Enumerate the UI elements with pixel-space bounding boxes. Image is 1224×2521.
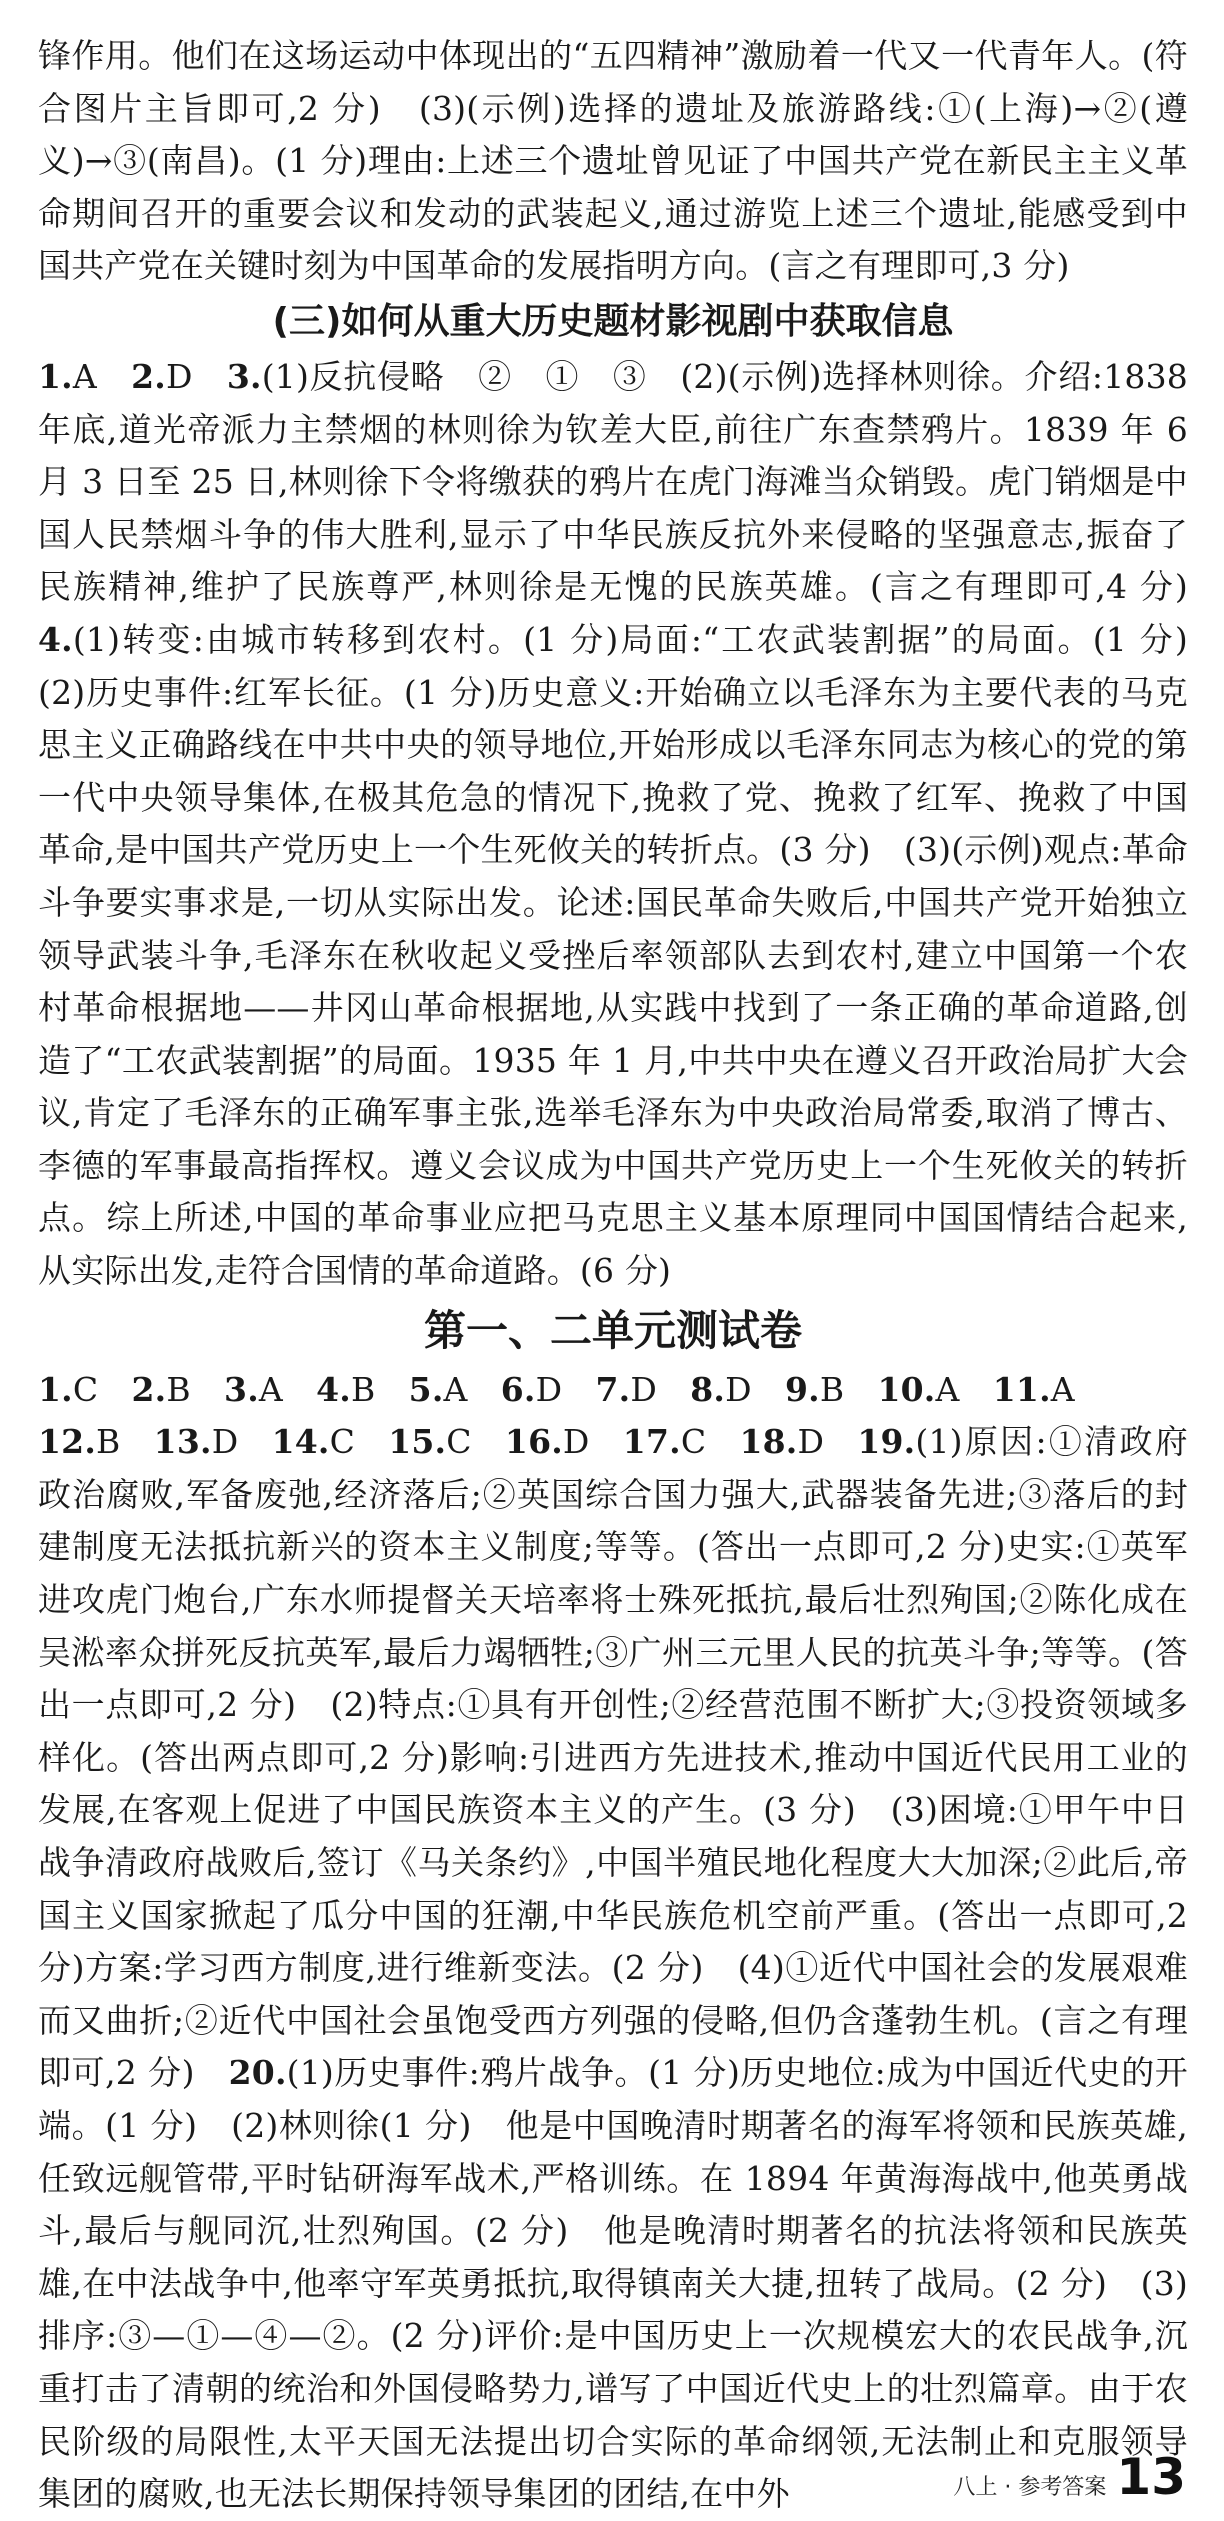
answer-text: (1)转变:由城市转移到农村。(1 分)局面:“工农武装割据”的局面。(1 分) (2)历史事件:红军长征。(1 分)历史意义:开始确立以毛泽东为主要代表的马克思主义正确路线在中共中央的领导地位,开始形成以毛泽东同志为核心的党的第一代中央领导集体,在极其危急的情况下,挽救了党、挽救了红军、挽救了中国革命,是中国共产党历史上一个生死攸关的转折点。(3 分) (3)(示例)观点:革命斗争要实事求是,一切从实际出发。论述:国民革命失败后,中国共产党开始独立领导武装斗争,毛泽东在秋收起义受挫后率领部队去到农村,建立中国第一个农村革命根据地——井冈山革命根据地,从实践中找到了一条正确的革命道路,创造了“工农武装割据”的局面。1935 年 1 月,中共中央在遵义召开政治局扩大会议,肯定了毛泽东的正确军事主张,选举毛泽东为中央政治局常委,取消了博古、李德的军事最高指挥权。遵义会议成为中国共产党历史上一个生死攸关的转折点。综上所述,中国的革命事业应把马克思主义基本原理同中国国情结合起来,从实际出发,走符合国情的革命道路。(6 分) xyxy=(38,619,1222,1291)
question-number: 3. xyxy=(224,1369,259,1409)
question-number: 20. xyxy=(228,2053,287,2093)
page-number: 13 xyxy=(1116,2448,1186,2506)
question-number: 6. xyxy=(500,1369,536,1409)
answer-choice: D xyxy=(725,1369,752,1409)
footer-label: 八上 · 参考答案 xyxy=(953,2475,1107,2500)
answer-text: (1)历史事件:鸦片战争。(1 分)历史地位:成为中国近代史的开端。(1 分) (2)林则徐(1 分) 他是中国晚清时期著名的海军将领和民族英雄,任致远舰管带,平时钻研海军战术,严格训练。在 1894 年黄海海战中,他英勇战斗,最后与舰同沉,壮烈殉国。(2 分) 他是晚清时期著名的抗法将领和民族英雄,在中法战争中,他率守军英勇抵抗,取得镇南关大捷,扭转了战局。(2 分) (3)排序:③—①—④—②。(2 分)评价:是中国历史上一次规模宏大的农民战争,沉重打击了清朝的统治和外国侵略势力,谱写了中国近代史上的壮烈篇章。由于农民阶级的局限性,太平天国无法提出切合实际的革命纲领,无法制止和克服领导集团的腐败,也无法长期保持领导集团的团结,在中外 xyxy=(38,2053,1188,2514)
answer-choice: B xyxy=(819,1369,845,1409)
question-number: 9. xyxy=(784,1369,820,1409)
answer-choice: A xyxy=(1050,1369,1075,1409)
answer-choice: A xyxy=(258,1369,283,1409)
question-number: 3. xyxy=(226,356,262,396)
question-number: 11. xyxy=(992,1369,1051,1409)
question-number: 19. xyxy=(857,1422,916,1462)
question-number: 13. xyxy=(153,1422,212,1462)
question-number: 8. xyxy=(690,1369,726,1409)
question-number: 7. xyxy=(595,1369,631,1409)
question-number: 16. xyxy=(504,1422,563,1462)
section3-answers xyxy=(38,351,1222,1298)
question-number: 15. xyxy=(388,1422,447,1462)
question-number: 14. xyxy=(271,1422,330,1462)
answer-text: (1)反抗侵略 ② ① ③ (2)(示例)选择林则徐。介绍:1838 年底,道光帝派力主禁烟的林则徐为钦差大臣,前往广东查禁鸦片。1839 年 6 月 3 日至 25 日,林则徐下令将缴获的鸦片在虎门海滩当众销毁。虎门销烟是中国人民禁烟斗争的伟大胜利,显示了中华民族反抗外来侵略的坚强意志,振奋了民族精神,维护了民族尊严,林则徐是无愧的民族英雄。(言之有理即可,4 分) xyxy=(38,356,1222,607)
page-footer xyxy=(953,2448,1186,2506)
answer-choice: D xyxy=(535,1369,563,1409)
question-number: 2. xyxy=(131,356,166,396)
test-answers xyxy=(38,1364,1188,2521)
answer-choice: C xyxy=(72,1369,99,1409)
answer-choice: B xyxy=(166,1369,191,1409)
question-number: 18. xyxy=(739,1422,798,1462)
question-number: 5. xyxy=(408,1369,444,1409)
answer-choice: D xyxy=(562,1422,590,1462)
answer-text: A xyxy=(72,356,132,396)
answer-choice: D xyxy=(797,1422,825,1462)
answer-choice: A xyxy=(935,1369,960,1409)
answer-choice: C xyxy=(680,1422,707,1462)
answer-choice: D xyxy=(630,1369,658,1409)
question-number: 17. xyxy=(622,1422,681,1462)
answer-text: D xyxy=(165,356,227,396)
test-title: 第一、二单元测试卷 xyxy=(423,1305,802,1355)
answer-choice: B xyxy=(351,1369,376,1409)
question-number: 12. xyxy=(38,1422,97,1462)
answer-choice: C xyxy=(446,1422,472,1462)
question-number: 10. xyxy=(877,1369,936,1409)
answer-choice: D xyxy=(211,1422,239,1462)
answer-choice: B xyxy=(96,1422,121,1462)
question-number: 4. xyxy=(38,619,73,659)
answer-choice: A xyxy=(443,1369,468,1409)
continued-answer-paragraph: 锋作用。他们在这场运动中体现出的“五四精神”激励着一代又一代青年人。(符合图片主旨即可,2 分) (3)(示例)选择的遗址及旅游路线:①(上海)→②(遵义)→③(南昌)。(1 分)理由:上述三个遗址曾见证了中国共产党在新民主主义革命期间召开的重要会议和发动的武装起义,通过游览上述三个遗址,能感受到中国共产党在关键时刻为中国革命的发展指明方向。(言之有理即可,3 分) xyxy=(38,36,1188,286)
question-number: 4. xyxy=(316,1369,351,1409)
section-title: (三)如何从重大历史题材影视剧中获取信息 xyxy=(272,300,954,342)
question-number: 2. xyxy=(131,1369,167,1409)
question-number: 1. xyxy=(38,1369,73,1409)
question-number: 1. xyxy=(38,356,73,396)
answer-choice: C xyxy=(329,1422,356,1462)
answer-page xyxy=(38,30,1222,2521)
answer-text: (1)原因:①清政府政治腐败,军备废弛,经济落后;②英国综合国力强大,武器装备先进;③落后的封建制度无法抵抗新兴的资本主义制度;等等。(答出一点即可,2 分)史实:①英军进攻虎门炮台,广东水师提督关天培率将士殊死抵抗,最后壮烈殉国;②陈化成在吴淞率众拼死反抗英军,最后力竭牺牲;③广州三元里人民的抗英斗争;等等。(答出一点即可,2 分) (2)特点:①具有开创性;②经营范围不断扩大;③投资领域多样化。(答出两点即可,2 分)影响:引进西方先进技术,推动中国近代民用工业的发展,在客观上促进了中国民族资本主义的产生。(3 分) (3)困境:①甲午中日战争清政府战败后,签订《马关条约》,中国半殖民地化程度大大加深;②此后,帝国主义国家掀起了瓜分中国的狂潮,中华民族危机空前严重。(答出一点即可,2 分)方案:学习西方制度,进行维新变法。(2 分) (4)①近代中国社会的发展艰难而又曲折;②近代中国社会虽饱受西方列强的侵略,但仍含蓬勃生机。(言之有理即可,2 分) xyxy=(38,1422,1188,2093)
